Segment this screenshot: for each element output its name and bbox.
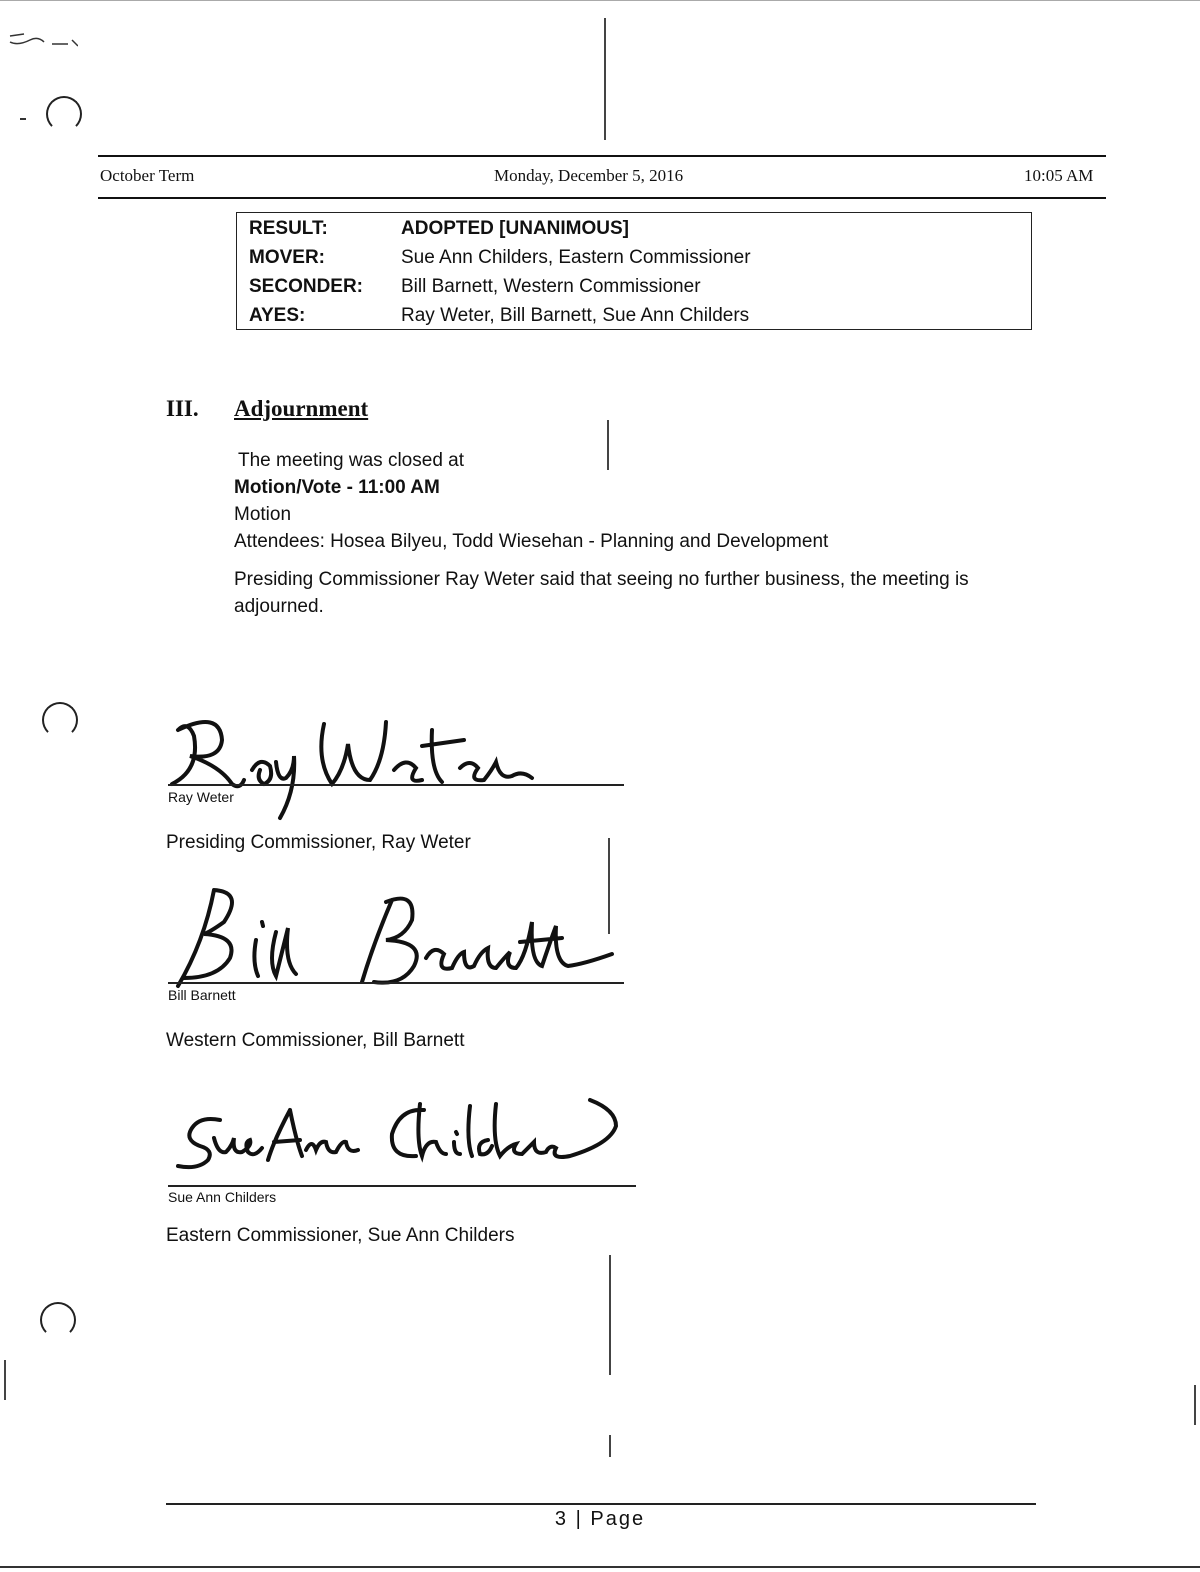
scan-mark [609, 1255, 611, 1375]
printed-name: Ray Weter [168, 789, 234, 805]
signer-title: Eastern Commissioner, Sue Ann Childers [166, 1225, 515, 1246]
row-value: Sue Ann Childers, Eastern Commissioner [401, 247, 751, 268]
vote-result-table [236, 212, 1032, 330]
row-value: Bill Barnett, Western Commissioner [401, 276, 701, 297]
signature-sue-ann-childers [170, 1090, 630, 1180]
binder-hole-icon [46, 96, 82, 132]
signature-line [168, 784, 624, 786]
signature-line [168, 1185, 636, 1187]
scan-mark [20, 118, 26, 120]
row-label: RESULT: [249, 218, 328, 239]
scan-edge-line [0, 0, 1200, 1]
header-time: 10:05 AM [1024, 166, 1094, 185]
printed-name: Bill Barnett [168, 987, 236, 1003]
presiding-statement-line1: Presiding Commissioner Ray Weter said that seeing no further business, the meeting is [234, 569, 969, 590]
section-title: Adjournment [234, 396, 369, 421]
scan-mark [607, 420, 609, 470]
row-label: MOVER: [249, 247, 325, 268]
header-top-rule [98, 155, 1106, 157]
closed-text: The meeting was closed at [238, 450, 465, 471]
section-number: III. [166, 396, 199, 421]
header-bottom-rule [98, 197, 1106, 199]
motion-text: Motion [234, 504, 292, 525]
binder-hole-icon [42, 702, 78, 738]
header-date: Monday, December 5, 2016 [494, 166, 684, 185]
scan-mark [4, 1360, 6, 1400]
scan-mark [604, 18, 606, 140]
printed-name: Sue Ann Childers [168, 1189, 277, 1205]
signer-title: Presiding Commissioner, Ray Weter [166, 832, 471, 853]
signer-title: Western Commissioner, Bill Barnett [166, 1030, 465, 1051]
scan-mark [609, 1435, 611, 1457]
page-number: 3 | Page [554, 1508, 646, 1530]
signature-line [168, 982, 624, 984]
attendees-text: Attendees: Hosea Bilyeu, Todd Wiesehan - Planning and Development [234, 531, 829, 552]
scan-edge-line [0, 1566, 1200, 1568]
motion-vote: Motion/Vote - 11:00 AM [234, 477, 440, 498]
signature-bill-barnett [164, 882, 624, 1002]
row-value: Ray Weter, Bill Barnett, Sue Ann Childers [401, 305, 750, 326]
row-label: SECONDER: [249, 276, 364, 297]
scan-mark [1194, 1385, 1196, 1425]
scan-mark [8, 32, 78, 54]
row-value: ADOPTED [UNANIMOUS] [401, 218, 629, 239]
header-term: October Term [100, 166, 195, 185]
row-label: AYES: [249, 305, 306, 326]
binder-hole-icon [40, 1302, 76, 1338]
presiding-statement-line2: adjourned. [234, 596, 324, 617]
footer-rule [166, 1503, 1036, 1505]
